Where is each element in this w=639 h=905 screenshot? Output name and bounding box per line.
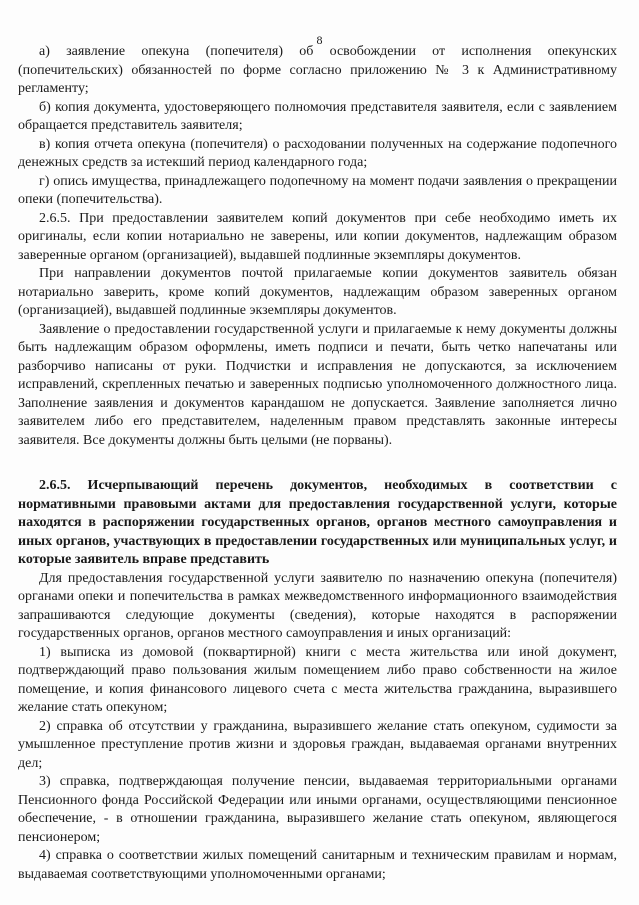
- list-item-3: 3) справка, подтверждающая получение пенсии, выдаваемая территориальными органами Пенсионного фонда Российской Федерации или иными органами, осуществляющими пенсионное обеспечение, - в отношении гражданина, выразившего желание стать опекуном, являющегося пенсионером;: [18, 774, 617, 845]
- paragraph-item-v: в) копия отчета опекуна (попечителя) о расходовании полученных на содержание подопечного денежных средств за истекший период календарного года;: [18, 136, 617, 170]
- paragraph-item-g: г) опись имущества, принадлежащего подопечному на момент подачи заявления о прекращении опеки (попечительства).: [18, 173, 617, 207]
- list-item-1: 1) выписка из домовой (поквартирной) книги с места жительства или иной документ, подтверждающий право пользования жилым помещением либо право собственности на жилое помещение, и копия финансового лицевого счета с места жительства гражданина, выразившего желание стать опекуном;: [18, 644, 617, 715]
- paragraph-item-b: б) копия документа, удостоверяющего полномочия представителя заявителя, если с заявлением обращается представитель заявителя;: [18, 99, 617, 133]
- paragraph-interagency-request: Для предоставления государственной услуги заявителю по назначению опекуна (попечителя) органами опеки и попечительства в рамках межведомственного информационного взаимодействия запрашиваются следующие документы (сведения), которые находятся в распоряжении государственных органов, органов местного самоуправления и иных организаций:: [18, 570, 617, 641]
- section-gap: [18, 450, 617, 477]
- paragraph-2-6-5-originals: 2.6.5. При предоставлении заявителем копий документов при себе необходимо иметь их оригиналы, если копии нотариально не заверены, или копии документов, надлежащим образом заверенные органом (организацией), выдавшей подлинные экземпляры документов.: [18, 210, 617, 263]
- list-item-4: 4) справка о соответствии жилых помещений санитарным и техническим правилам и нормам, выдаваемая соответствующими уполномоченными органами;: [18, 848, 617, 882]
- paragraph-item-a: а) заявление опекуна (попечителя) об освобождении от исполнения опекунских (попечительских) обязанностей по форме согласно приложению № 3 к Административному регламенту;: [18, 44, 617, 96]
- section-heading: 2.6.5. Исчерпывающий перечень документов, необходимых в соответствии с нормативными правовыми актами для предоставления государственной услуги, которые находятся в распоряжении государственных органов, органов местного самоуправления и иных органов, участвующих в предоставлении государственных или муниципальных услуг, и которые заявитель вправе представить: [18, 478, 617, 567]
- document-body: [18, 43, 617, 884]
- paragraph-application-requirements: Заявление о предоставлении государственной услуги и прилагаемые к нему документы должны быть надлежащим образом оформлены, иметь подписи и печати, быть четко напечатаны или разборчиво написаны от руки. Подчистки и исправления не допускаются, за исключением исправлений, скрепленных печатью и заверенных подписью уполномоченного должностного лица. Заполнение заявления и документов карандашом не допускается. Заявление заполняется лично заявителем либо его представителем, наделенным правом представлять законные интересы заявителя. Все документы должны быть целыми (не порваны).: [18, 321, 617, 448]
- list-item-2: 2) справка об отсутствии у гражданина, выразившего желание стать опекуном, судимости за умышленное преступление против жизни и здоровья граждан, выдаваемая органами внутренних дел;: [18, 718, 617, 771]
- paragraph-postal-submission: При направлении документов почтой прилагаемые копии документов заявитель обязан нотариально заверить, кроме копий документов, надлежащим образом заверенных органом (организацией), выдавшей подлинные экземпляры документов.: [18, 266, 617, 318]
- page-number: 8: [316, 33, 323, 47]
